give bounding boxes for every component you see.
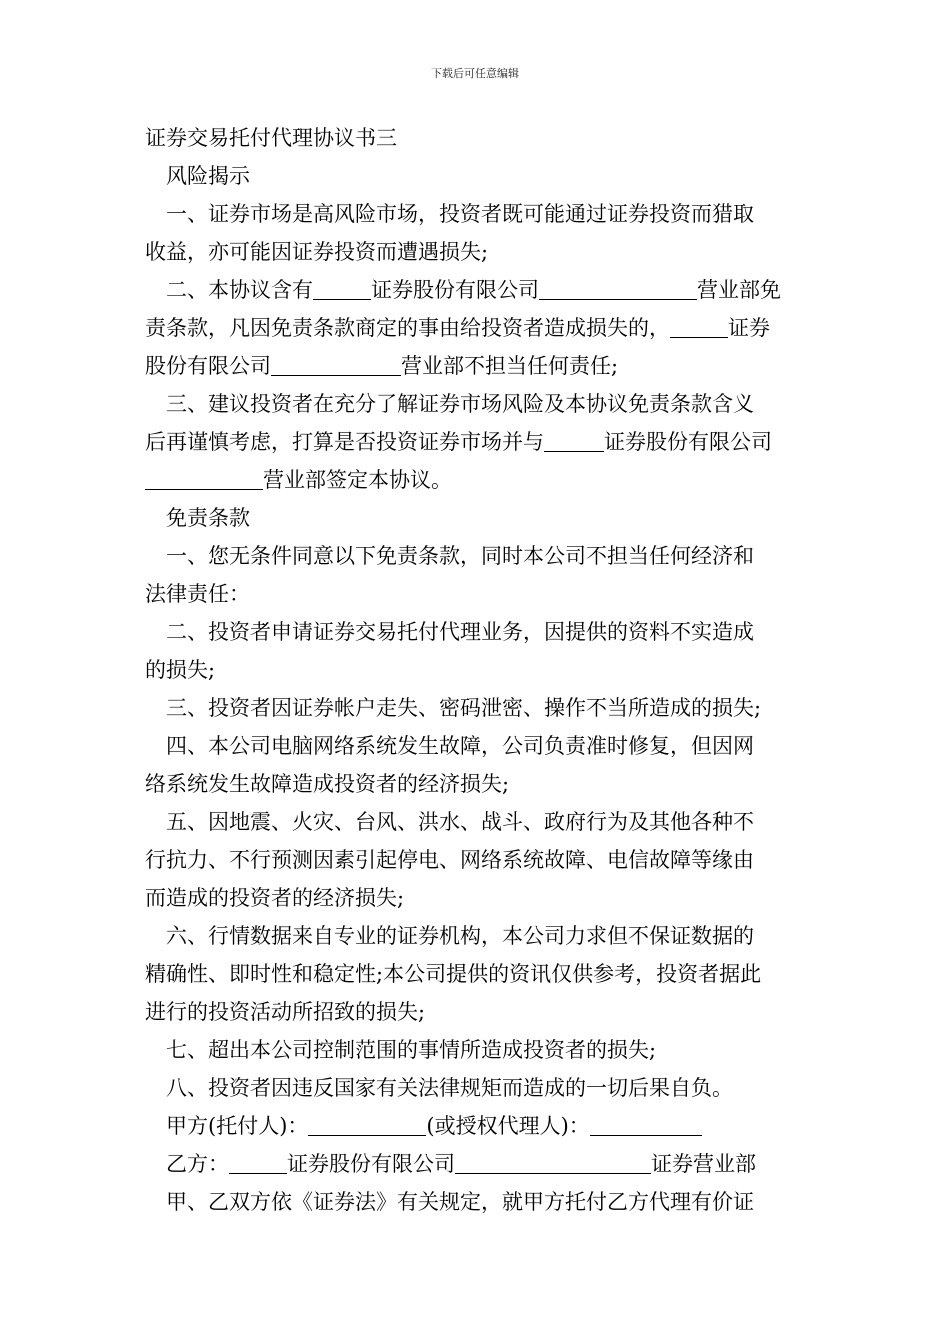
exemption-clause-5-line-3: 而造成的投资者的经济损失; (145, 886, 405, 910)
risk-clause-1-line-1: 一、证券市场是高风险市场，投资者既可能通过证券投资而猎取 (166, 202, 754, 226)
text-segment: 营业部不担当任何责任; (401, 354, 619, 378)
party-b-line (145, 1145, 810, 1183)
text-segment: 二、本协议含有 (166, 278, 313, 302)
exemption-clause-5-line-2: 行抗力、不行预测因素引起停电、网络系统故障、电信故障等缘由 (145, 848, 754, 872)
text-segment: 营业部签定本协议。 (263, 468, 452, 492)
text-segment: 证券股份有限公司 (371, 278, 539, 302)
page-header-note: 下载后可任意编辑 (431, 67, 519, 80)
exemption-clause-4-line-2: 络系统发生故障造成投资者的经济损失; (145, 772, 510, 796)
exemption-clause-4-line-1: 四、本公司电脑网络系统发生故障，公司负责准时修复，但因网 (166, 734, 754, 758)
agreement-body (145, 119, 810, 1221)
text-segment: 责条款，凡因免责条款商定的事由给投资者造成损失的， (145, 316, 670, 340)
risk-clause-2-line-3 (145, 347, 810, 385)
text-segment: 乙方： (166, 1152, 229, 1176)
exemption-clause-5-line-1: 五、因地震、火灾、台风、洪水、战斗、政府行为及其他各种不 (166, 810, 754, 834)
text-segment: 证券股份有限公司 (604, 430, 772, 454)
fill-blank[interactable] (271, 349, 401, 376)
exemption-clause-6-line-2: 精确性、即时性和稳定性;本公司提供的资讯仅供参考，投资者据此 (145, 962, 762, 986)
risk-clause-2-line-2 (145, 309, 810, 347)
text-segment: 股份有限公司 (145, 354, 271, 378)
fill-blank[interactable] (145, 463, 263, 490)
closing-paragraph: 甲、乙双方依《证券法》有关规定，就甲方托付乙方代理有价证 (166, 1190, 754, 1214)
party-a-line (145, 1107, 810, 1145)
exemption-clause-6-line-1: 六、行情数据来自专业的证券机构，本公司力求但不保证数据的 (166, 924, 754, 948)
exemption-clause-2-line-1: 二、投资者申请证券交易托付代理业务，因提供的资料不实造成 (166, 620, 754, 644)
fill-blank[interactable] (670, 311, 728, 338)
risk-clause-3-line-1: 三、建议投资者在充分了解证券市场风险及本协议免责条款含义 (166, 392, 754, 416)
exemption-clause-2-line-2: 的损失; (145, 658, 216, 682)
risk-heading: 风险揭示 (166, 164, 250, 188)
fill-blank[interactable] (313, 273, 371, 300)
fill-blank[interactable] (455, 1147, 651, 1174)
risk-clause-3-line-2 (145, 423, 810, 461)
fill-blank[interactable] (308, 1109, 426, 1136)
risk-clause-2-line-1 (145, 271, 810, 309)
fill-blank[interactable] (539, 273, 697, 300)
text-segment: 证券营业部 (651, 1152, 756, 1176)
text-segment: 后再谨慎考虑，打算是否投资证券市场并与 (145, 430, 544, 454)
fill-blank[interactable] (590, 1109, 702, 1136)
exemption-clause-8: 八、投资者因违反国家有关法律规矩而造成的一切后果自负。 (166, 1076, 733, 1100)
text-segment: 甲方(托付人)： (166, 1114, 309, 1138)
text-segment: 证券 (728, 316, 770, 340)
fill-blank[interactable] (229, 1147, 287, 1174)
exemption-clause-1-line-2: 法律责任： (145, 582, 250, 606)
text-segment: (或授权代理人)： (426, 1114, 590, 1138)
exemption-clause-6-line-3: 进行的投资活动所招致的损失; (145, 1000, 426, 1024)
text-segment: 证券股份有限公司 (287, 1152, 455, 1176)
risk-clause-3-line-3 (145, 461, 810, 499)
exemption-clause-7: 七、超出本公司控制范围的事情所造成投资者的损失; (166, 1038, 657, 1062)
risk-clause-1-line-2: 收益，亦可能因证券投资而遭遇损失; (145, 240, 489, 264)
exemption-clause-1-line-1: 一、您无条件同意以下免责条款，同时本公司不担当任何经济和 (166, 544, 754, 568)
fill-blank[interactable] (544, 425, 604, 452)
exemption-heading: 免责条款 (166, 506, 250, 530)
document-title: 证券交易托付代理协议书三 (145, 126, 397, 150)
text-segment: 营业部免 (697, 278, 781, 302)
exemption-clause-3: 三、投资者因证券帐户走失、密码泄密、操作不当所造成的损失; (166, 696, 762, 720)
